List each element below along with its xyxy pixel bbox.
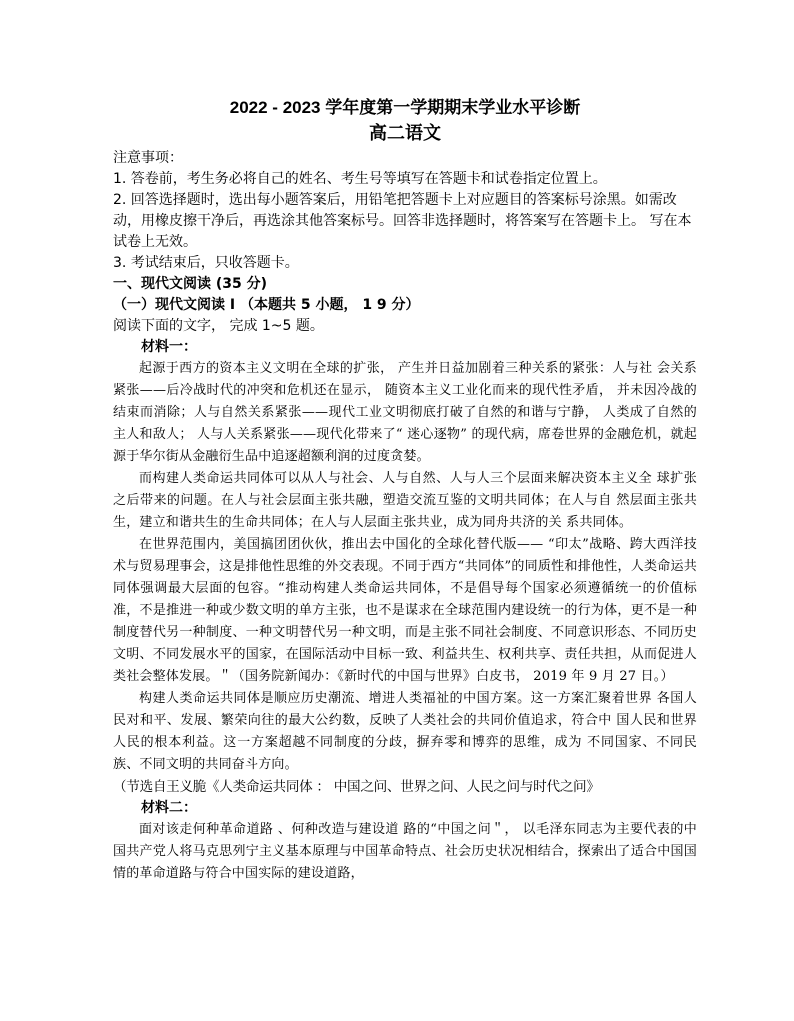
notice-item-1: 1. 答卷前，考生务必将自己的姓名、考生号等填写在答题卡和试卷指定位置上。 [113, 171, 607, 187]
material-2-label: 材料二： [141, 800, 197, 816]
material-1-paragraph: 而构建人类命运共同体可以从人与社会、人与自然、人与人三个层面来解决资本主义全 球扩张之后带来的问题。在人与社会层面主张共融，塑造交流互鉴的文明共同体；在人与自 然层面主张共生，建立和谐共生的生命共同体；在人与人层面主张共业，成为同舟共济的关 系共同体。 [113, 471, 697, 530]
notice-item-3: 3. 考试结束后，只收答题卡。 [113, 255, 299, 271]
section-subheading: （一）现代文阅读 I （本题共 5 小题， 1 9 分） [113, 297, 420, 313]
exam-page [113, 96, 697, 885]
material-1-label: 材料一： [141, 339, 197, 355]
notice-heading: 注意事项： [113, 150, 183, 166]
material-1-paragraph: 起源于西方的资本主义文明在全球的扩张， 产生并日益加剧着三种关系的紧张：人与社 会关系紧张——后冷战时代的冲突和危机还在显示， 随资本主义工业化而来的现代性矛盾， 并未因冷战的结束而消除；人与自然关系紧张——现代工业文明彻底打破了自然的和谐与宁静， 人类成了自然的主人和敌人； 人与人关系紧张——现代化带来了“ 迷心逐物” 的现代病，席卷世界的金融危机，就起源于华尔街从金融衍生品中追逐超额利润的过度贪婪。 [113, 361, 697, 464]
material-1-paragraph: 构建人类命运共同体是顺应历史潮流、增进人类福祉的中国方案。这一方案汇聚着世界 各国人民对和平、发展、繁荣向往的最大公约数，反映了人类社会的共同价值追求，符合中 国人民和世界人民的根本利益。这一方案超越不同制度的分歧，摒弃零和博弈的思维，成为 不同国家、不同民族、不同文明的共同奋斗方向。 [113, 691, 697, 772]
material-1-paragraph: 在世界范围内，美国搞团团伙伙，推出去中国化的全球化替代版—— “印太”战略、跨大西洋技术与贸易理事会，这是排他性思维的外交表现。不同于西方“共同体”的同质性和排他性，人类命运共同体强调最大层面的包容。“推动构建人类命运共同体，不是倡导每个国家必须遵循统一的价值标准，不是推进一种或少数文明的单方主张，也不是谋求在全球范围内建设统一的行为体，更不是一种制度替代另一种制度、一种文明替代另一种文明，而是主张不同社会制度、不同意识形态、不同历史文明、不同发展水平的国家，在国际活动中目标一致、利益共生、权利共享、责任共担，从而促进人类社会整体发展。＂（国务院新闻办：《新时代的中国与世界》白皮书， 2019 年 9 月 27 日。） [113, 537, 697, 684]
exam-title: 2022 - 2023 学年度第一学期期末学业水平诊断 [229, 98, 581, 117]
notice-item-2: 2. 回答选择题时，选出每小题答案后，用铅笔把答题卡上对应题目的答案标号涂黑。如需改动，用橡皮擦干净后，再选涂其他答案标号。回答非选择题时，将答案写在答题卡上。 写在本试卷上无效。 [113, 192, 692, 250]
section-heading: 一、现代文阅读 (35 分) [113, 276, 268, 292]
reading-instruction: 阅读下面的文字， 完成 1~5 题。 [113, 318, 324, 334]
material-2-paragraph: 面对该走何种革命道路 、何种改造与建设道 路的“中国之问＂， 以毛泽东同志为主要代表的中国共产党人将马克思列宁主义基本原理与中国革命特点、社会历史状况相结合，探索出了适合中国国情的革命道路与符合中国实际的建设道路， [113, 822, 697, 881]
exam-subtitle: 高二语文 [369, 123, 441, 143]
material-1-source: （节选自王义脆《人类命运共同体 ： 中国之问、世界之问、人民之问与时代之问》 [113, 779, 600, 795]
